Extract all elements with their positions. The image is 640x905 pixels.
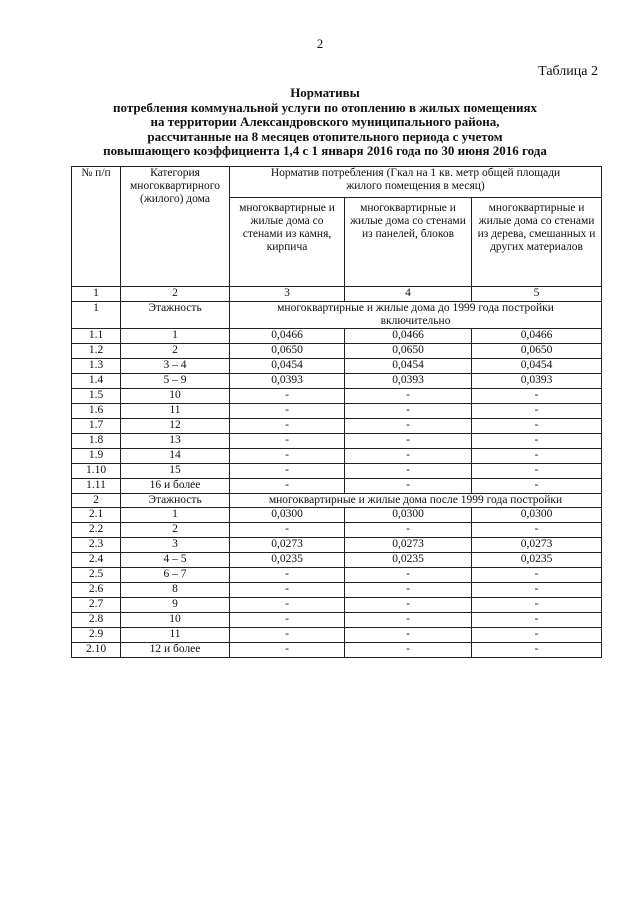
row-category: 5 – 9: [121, 374, 230, 389]
title-line: Нормативы: [290, 85, 360, 100]
value-panel: 0,0466: [345, 329, 472, 344]
norms-table: [71, 166, 602, 658]
title-line: повышающего коэффициента 1,4 с 1 января 2016 года по 30 июня 2016 года: [103, 143, 547, 158]
column-number: 4: [345, 287, 472, 302]
table-row: [72, 404, 602, 419]
value-panel: -: [345, 568, 472, 583]
row-category: 3 – 4: [121, 359, 230, 374]
section-description: многоквартирные и жилые дома после 1999 года постройки: [230, 494, 602, 508]
table-row: [72, 643, 602, 658]
value-stone: -: [230, 404, 345, 419]
column-number: 1: [72, 287, 121, 302]
value-wood: -: [472, 434, 602, 449]
value-panel: 0,0300: [345, 508, 472, 523]
value-panel: 0,0393: [345, 374, 472, 389]
value-panel: -: [345, 434, 472, 449]
value-wood: -: [472, 523, 602, 538]
row-index: 2.8: [72, 613, 121, 628]
row-category: 6 – 7: [121, 568, 230, 583]
row-index: 2.7: [72, 598, 121, 613]
table-row: [72, 479, 602, 494]
row-index: 1.2: [72, 344, 121, 359]
table-label: Таблица 2: [538, 64, 598, 79]
section-number: 2: [72, 494, 121, 508]
row-index: 1.4: [72, 374, 121, 389]
value-wood: 0,0650: [472, 344, 602, 359]
row-category: 9: [121, 598, 230, 613]
row-index: 1.1: [72, 329, 121, 344]
value-wood: 0,0273: [472, 538, 602, 553]
value-wood: -: [472, 449, 602, 464]
table-row: [72, 628, 602, 643]
title-line: потребления коммунальной услуги по отоплению в жилых помещениях: [113, 99, 537, 115]
document-title: [40, 86, 610, 159]
value-wood: -: [472, 404, 602, 419]
value-stone: -: [230, 419, 345, 434]
table-row: [72, 389, 602, 404]
row-index: 1.5: [72, 389, 121, 404]
section-description: многоквартирные и жилые дома до 1999 года постройки включительно: [230, 302, 602, 329]
table-row: [72, 598, 602, 613]
table-row: [72, 359, 602, 374]
value-stone: -: [230, 449, 345, 464]
value-wood: -: [472, 419, 602, 434]
value-panel: -: [345, 583, 472, 598]
value-wood: -: [472, 613, 602, 628]
header-category: Категория многоквартирного (жилого) дома: [121, 167, 230, 287]
row-index: 2.5: [72, 568, 121, 583]
row-index: 1.7: [72, 419, 121, 434]
value-wood: -: [472, 479, 602, 494]
title-line: на территории Александровского муниципального района,: [150, 114, 500, 129]
header-stone: многоквартирные и жилые дома со стенами из камня, кирпича: [230, 198, 345, 287]
row-category: 12 и более: [121, 643, 230, 658]
value-wood: -: [472, 389, 602, 404]
value-panel: -: [345, 628, 472, 643]
value-stone: 0,0273: [230, 538, 345, 553]
row-index: 2.2: [72, 523, 121, 538]
row-category: 10: [121, 613, 230, 628]
value-panel: 0,0235: [345, 553, 472, 568]
value-wood: 0,0300: [472, 508, 602, 523]
value-panel: 0,0650: [345, 344, 472, 359]
table-row: [72, 344, 602, 359]
table-row: [72, 613, 602, 628]
value-panel: -: [345, 389, 472, 404]
value-panel: -: [345, 523, 472, 538]
value-panel: -: [345, 479, 472, 494]
value-stone: -: [230, 643, 345, 658]
row-index: 1.3: [72, 359, 121, 374]
header-norm-group: Норматив потребления (Гкал на 1 кв. метр общей площади жилого помещения в месяц): [230, 167, 602, 198]
table-row: [72, 449, 602, 464]
value-wood: -: [472, 598, 602, 613]
row-category: 15: [121, 464, 230, 479]
row-category: 12: [121, 419, 230, 434]
section-number: 1: [72, 302, 121, 329]
value-wood: -: [472, 643, 602, 658]
table-row: [72, 553, 602, 568]
value-stone: -: [230, 583, 345, 598]
row-category: 16 и более: [121, 479, 230, 494]
header-wood: многоквартирные и жилые дома со стенами из дерева, смешанных и других материалов: [472, 198, 602, 287]
table-row: [72, 419, 602, 434]
value-wood: 0,0454: [472, 359, 602, 374]
value-stone: -: [230, 523, 345, 538]
value-panel: 0,0273: [345, 538, 472, 553]
value-wood: 0,0235: [472, 553, 602, 568]
table-row: [72, 434, 602, 449]
row-category: 8: [121, 583, 230, 598]
row-index: 2.9: [72, 628, 121, 643]
row-category: 2: [121, 344, 230, 359]
value-panel: 0,0454: [345, 359, 472, 374]
row-category: 11: [121, 404, 230, 419]
table-row: [72, 329, 602, 344]
value-panel: -: [345, 404, 472, 419]
value-stone: 0,0454: [230, 359, 345, 374]
value-stone: 0,0393: [230, 374, 345, 389]
value-stone: -: [230, 568, 345, 583]
value-wood: 0,0466: [472, 329, 602, 344]
page-number: 2: [316, 36, 324, 51]
value-panel: -: [345, 613, 472, 628]
header-row: [72, 167, 602, 198]
row-category: 11: [121, 628, 230, 643]
column-number: 5: [472, 287, 602, 302]
row-category: 4 – 5: [121, 553, 230, 568]
column-number: 3: [230, 287, 345, 302]
header-panel: многоквартирные и жилые дома со стенами из панелей, блоков: [345, 198, 472, 287]
row-index: 1.6: [72, 404, 121, 419]
row-index: 2.6: [72, 583, 121, 598]
table-row: [72, 538, 602, 553]
value-panel: -: [345, 643, 472, 658]
row-category: 10: [121, 389, 230, 404]
header-num: № п/п: [72, 167, 121, 287]
value-stone: -: [230, 628, 345, 643]
value-stone: 0,0466: [230, 329, 345, 344]
row-index: 2.1: [72, 508, 121, 523]
row-category: 13: [121, 434, 230, 449]
title-line: рассчитанные на 8 месяцев отопительного периода с учетом: [147, 128, 503, 144]
section-row: [72, 302, 602, 329]
value-wood: -: [472, 464, 602, 479]
section-category: Этажность: [121, 302, 230, 329]
value-wood: 0,0393: [472, 374, 602, 389]
value-stone: -: [230, 613, 345, 628]
section-category: Этажность: [121, 494, 230, 508]
row-category: 3: [121, 538, 230, 553]
column-number: 2: [121, 287, 230, 302]
row-category: 2: [121, 523, 230, 538]
value-stone: 0,0235: [230, 553, 345, 568]
row-index: 2.10: [72, 643, 121, 658]
table-row: [72, 464, 602, 479]
row-index: 1.10: [72, 464, 121, 479]
value-wood: -: [472, 568, 602, 583]
table-row: [72, 523, 602, 538]
value-wood: -: [472, 628, 602, 643]
value-stone: 0,0300: [230, 508, 345, 523]
row-category: 14: [121, 449, 230, 464]
value-stone: -: [230, 598, 345, 613]
value-panel: -: [345, 419, 472, 434]
value-stone: -: [230, 479, 345, 494]
value-stone: -: [230, 434, 345, 449]
table-row: [72, 568, 602, 583]
row-category: 1: [121, 508, 230, 523]
table-row: [72, 374, 602, 389]
row-index: 1.11: [72, 479, 121, 494]
value-panel: -: [345, 598, 472, 613]
norms-table-body: [72, 167, 602, 658]
row-index: 1.8: [72, 434, 121, 449]
section-row: [72, 494, 602, 508]
table-row: [72, 508, 602, 523]
row-category: 1: [121, 329, 230, 344]
value-wood: -: [472, 583, 602, 598]
row-index: 2.3: [72, 538, 121, 553]
row-index: 1.9: [72, 449, 121, 464]
value-stone: 0,0650: [230, 344, 345, 359]
row-index: 2.4: [72, 553, 121, 568]
value-panel: -: [345, 449, 472, 464]
value-stone: -: [230, 464, 345, 479]
value-panel: -: [345, 464, 472, 479]
value-stone: -: [230, 389, 345, 404]
table-row: [72, 583, 602, 598]
column-number-row: [72, 287, 602, 302]
